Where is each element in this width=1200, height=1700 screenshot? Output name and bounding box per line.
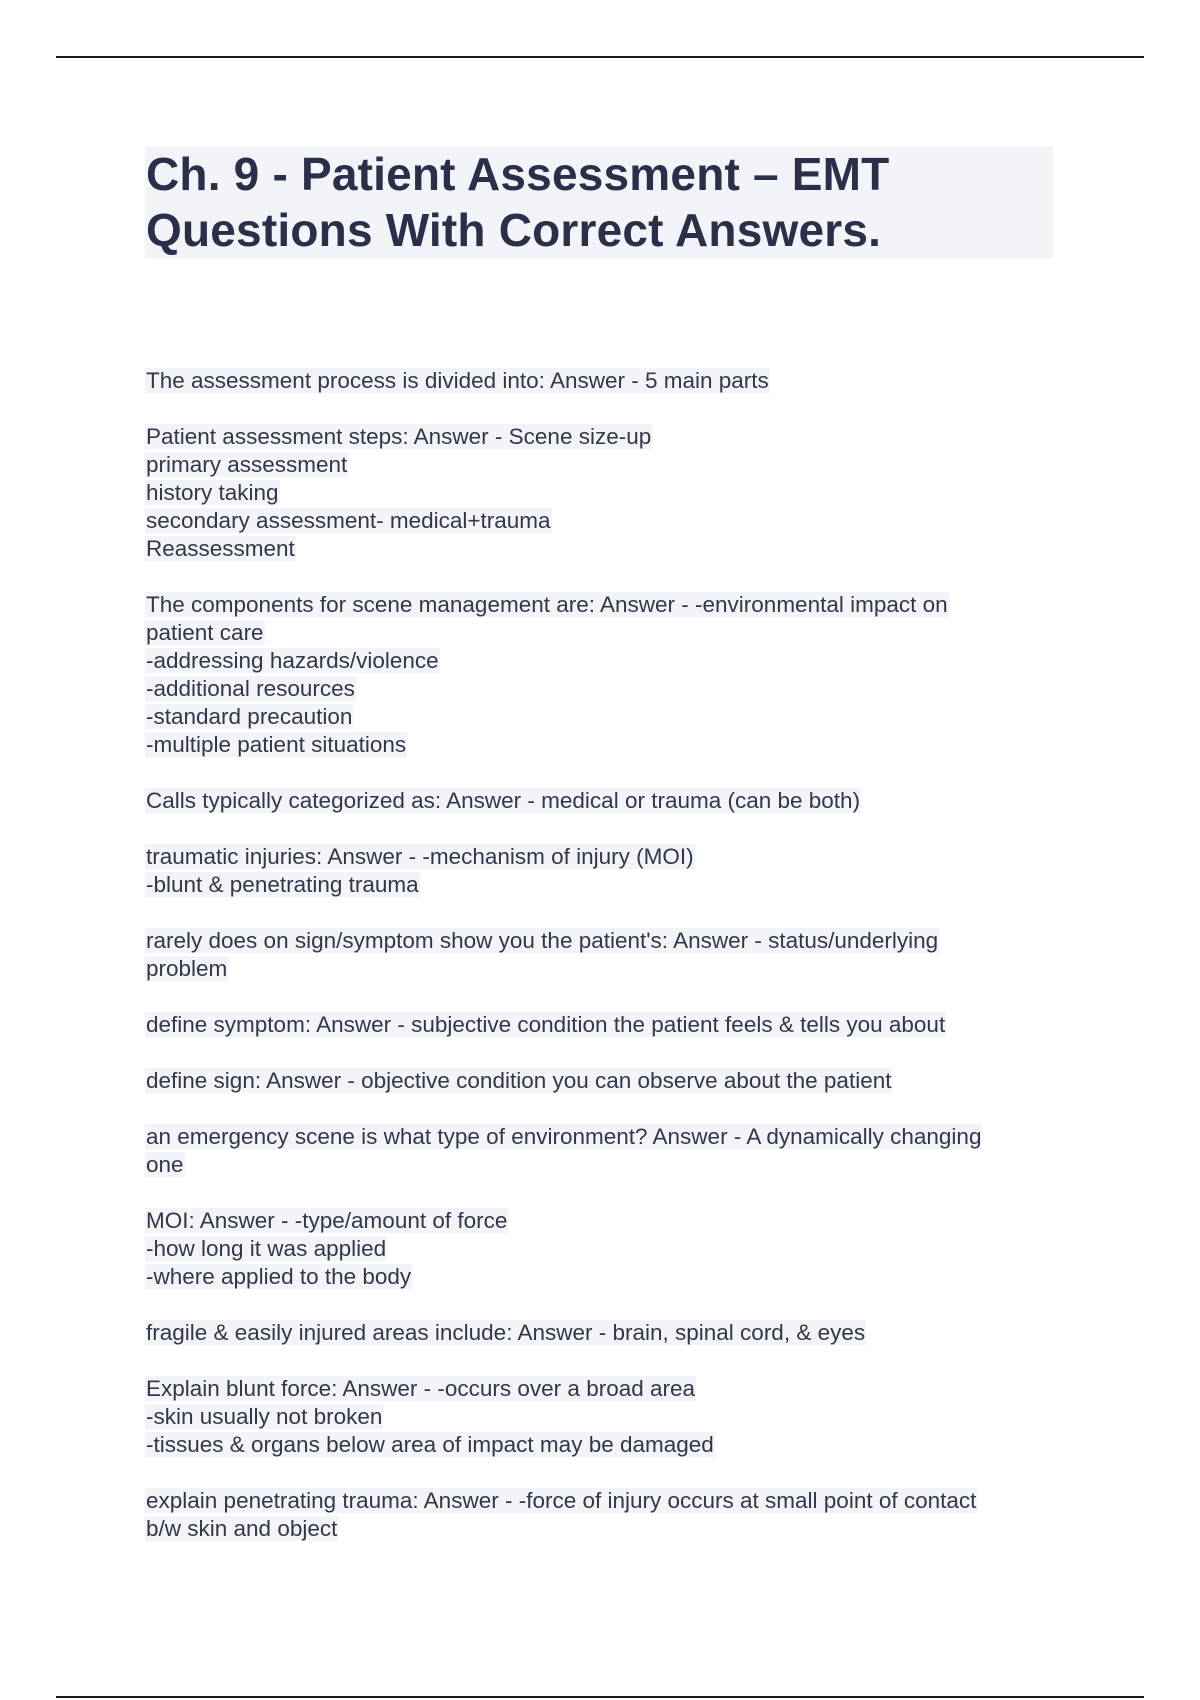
qa-line: problem xyxy=(146,956,228,981)
qa-line: Patient assessment steps: Answer - Scene size-up xyxy=(146,424,652,449)
qa-line: MOI: Answer - -type/amount of force xyxy=(146,1208,508,1233)
qa-line: explain penetrating trauma: Answer - -force of injury occurs at small point of contact xyxy=(146,1488,977,1513)
bottom-rule xyxy=(56,1696,1144,1698)
qa-line: -how long it was applied xyxy=(146,1236,387,1261)
qa-item xyxy=(145,1067,1065,1095)
qa-line: b/w skin and object xyxy=(146,1516,338,1541)
qa-line: rarely does on sign/symptom show you the patient's: Answer - status/underlying xyxy=(146,928,939,953)
qa-line: fragile & easily injured areas include: Answer - brain, spinal cord, & eyes xyxy=(146,1320,866,1345)
qa-line: Reassessment xyxy=(146,536,295,561)
qa-line: -blunt & penetrating trauma xyxy=(146,872,419,897)
qa-line: an emergency scene is what type of environment? Answer - A dynamically changing xyxy=(146,1124,982,1149)
qa-line: patient care xyxy=(146,620,264,645)
qa-item xyxy=(145,787,1065,815)
qa-line: history taking xyxy=(146,480,279,505)
qa-item xyxy=(145,1123,1065,1179)
qa-item xyxy=(145,1375,1065,1459)
qa-line: define sign: Answer - objective condition you can observe about the patient xyxy=(146,1068,892,1093)
qa-line: -skin usually not broken xyxy=(146,1404,383,1429)
qa-item xyxy=(145,1487,1065,1543)
qa-line: -where applied to the body xyxy=(146,1264,412,1289)
qa-line: The assessment process is divided into: Answer - 5 main parts xyxy=(146,368,769,393)
document-title xyxy=(145,146,1053,258)
top-rule xyxy=(56,56,1144,58)
qa-line: -addressing hazards/violence xyxy=(146,648,439,673)
qa-item xyxy=(145,1207,1065,1291)
qa-line: The components for scene management are: Answer - -environmental impact on xyxy=(146,592,948,617)
title-block xyxy=(145,146,1053,258)
qa-item xyxy=(145,843,1065,899)
qa-line: Calls typically categorized as: Answer - medical or trauma (can be both) xyxy=(146,788,861,813)
qa-item xyxy=(145,591,1065,759)
qa-line: Explain blunt force: Answer - -occurs over a broad area xyxy=(146,1376,696,1401)
qa-line: primary assessment xyxy=(146,452,348,477)
qa-item xyxy=(145,423,1065,563)
qa-item xyxy=(145,927,1065,983)
qa-line: secondary assessment- medical+trauma xyxy=(146,508,551,533)
qa-item xyxy=(145,1319,1065,1347)
qa-line: -standard precaution xyxy=(146,704,353,729)
qa-line: traumatic injuries: Answer - -mechanism of injury (MOI) xyxy=(146,844,694,869)
qa-line: -additional resources xyxy=(146,676,355,701)
qa-item xyxy=(145,1011,1065,1039)
qa-item xyxy=(145,367,1065,395)
qa-list xyxy=(145,367,1065,1571)
title-line-1: Ch. 9 - Patient Assessment – EMT xyxy=(146,148,890,200)
qa-line: one xyxy=(146,1152,184,1177)
qa-line: define symptom: Answer - subjective condition the patient feels & tells you about xyxy=(146,1012,946,1037)
title-line-2: Questions With Correct Answers. xyxy=(146,204,882,256)
qa-line: -multiple patient situations xyxy=(146,732,407,757)
qa-line: -tissues & organs below area of impact may be damaged xyxy=(146,1432,714,1457)
